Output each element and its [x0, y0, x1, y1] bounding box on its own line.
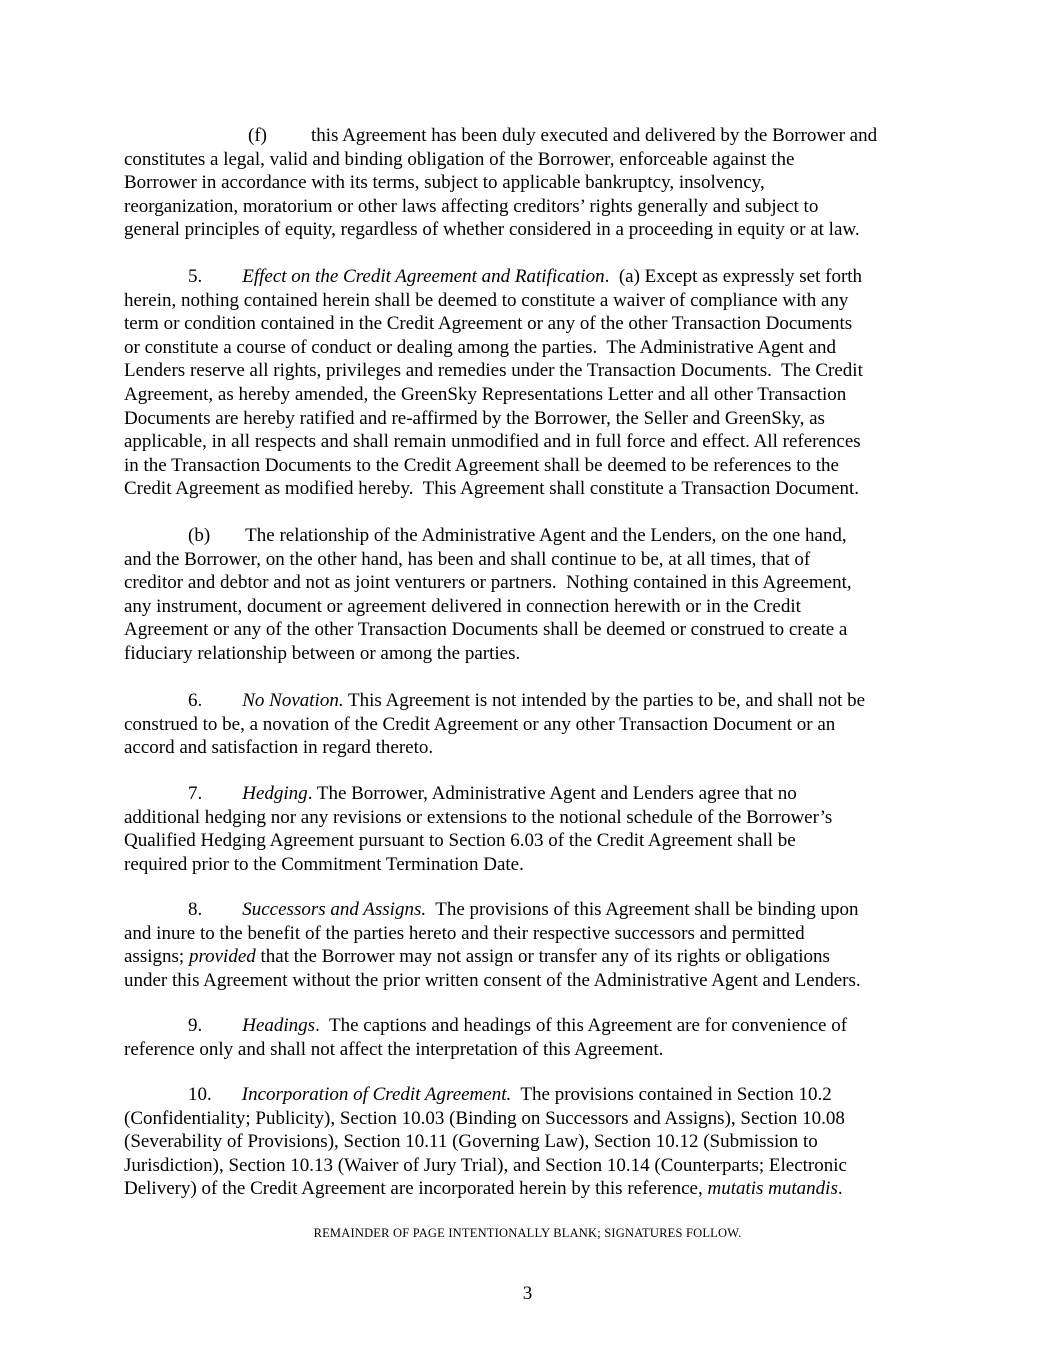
- section-first-line: [124, 782, 832, 806]
- item-marker: (b): [188, 525, 211, 546]
- text-line: (Severability of Provisions), Section 10.11 (Governing Law), Section 10.12 (Submission to: [124, 1131, 818, 1153]
- text-line: constitutes a legal, valid and binding obligation of the Borrower, enforceable against the: [124, 148, 795, 170]
- text-line: general principles of equity, regardless of whether considered in a proceeding in equity or at law.: [124, 219, 860, 241]
- text-line: Agreement, as hereby amended, the GreenSky Representations Letter and all other Transaction: [124, 383, 847, 405]
- text: Delivery) of the Credit Agreement are incorporated herein by this reference,: [124, 1178, 708, 1200]
- page-number: 3: [522, 1283, 533, 1304]
- text: this Agreement has been duly executed and delivered by the Borrower and: [310, 125, 878, 146]
- text-line: additional hedging nor any revisions or extensions to the notional schedule of the Borrower’s: [124, 806, 833, 828]
- text-line: or constitute a course of conduct or dealing among the parties. The Administrative Agent and: [124, 336, 836, 358]
- section-heading: Successors and Assigns.: [242, 899, 427, 920]
- text-line: fiduciary relationship between or among the parties.: [124, 642, 521, 664]
- section-heading: Headings: [242, 1015, 316, 1036]
- italic-term: mutatis mutandis: [707, 1178, 838, 1200]
- section-9: [124, 1014, 847, 1061]
- section-first-line: [124, 689, 865, 713]
- text-line: applicable, in all respects and shall remain unmodified and in full force and effect. All references: [124, 431, 861, 453]
- text-line: construed to be, a novation of the Credit Agreement or any other Transaction Document or an: [124, 713, 836, 735]
- text-line: required prior to the Commitment Termination Date.: [124, 853, 524, 875]
- section-first-line: [124, 898, 861, 922]
- text-line: in the Transaction Documents to the Credit Agreement shall be deemed to be references to the: [124, 454, 839, 476]
- section-first-line: [124, 265, 863, 289]
- section-heading: Hedging: [242, 783, 308, 804]
- text: .: [837, 1178, 843, 1200]
- text-line: [124, 945, 861, 969]
- paragraph-first-line: [124, 124, 877, 148]
- text-line: Lenders reserve all rights, privileges and remedies under the Transaction Documents. The Credit: [124, 360, 863, 382]
- text-line: any instrument, document or agreement delivered in connection herewith or in the Credit: [124, 595, 801, 617]
- text-line: Agreement or any of the other Transaction Documents shall be deemed or construed to create a: [124, 619, 848, 641]
- section-heading: Effect on the Credit Agreement and Ratification: [242, 266, 605, 287]
- text-line: and the Borrower, on the other hand, has been and shall continue to be, at all times, that of: [124, 548, 811, 570]
- text: The relationship of the Administrative Agent and the Lenders, on the one hand,: [245, 525, 847, 546]
- section-number: 8.: [188, 899, 203, 920]
- text-line: Documents are hereby ratified and re-affirmed by the Borrower, the Seller and GreenSky, as: [124, 407, 825, 429]
- item-marker: (f): [248, 125, 267, 146]
- paragraph-f: [124, 124, 877, 242]
- section-5b: [124, 524, 852, 666]
- section-first-line: [124, 1014, 847, 1038]
- section-heading: Incorporation of Credit Agreement.: [241, 1084, 512, 1105]
- text: . The Borrower, Administrative Agent and Lenders agree that no: [307, 783, 797, 804]
- section-number: 10.: [188, 1084, 212, 1105]
- section-number: 5.: [188, 266, 203, 287]
- text-line: Qualified Hedging Agreement pursuant to Section 6.03 of the Credit Agreement shall be: [124, 830, 796, 852]
- remainder-blank-note: REMAINDER OF PAGE INTENTIONALLY BLANK; SIGNATURES FOLLOW.: [313, 1226, 742, 1240]
- section-first-line: [124, 1083, 847, 1107]
- section-5: [124, 265, 863, 501]
- text-line: Jurisdiction), Section 10.13 (Waiver of Jury Trial), and Section 10.14 (Counterparts; Electronic: [124, 1154, 847, 1176]
- section-number: 7.: [188, 783, 203, 804]
- section-6: [124, 689, 865, 760]
- section-heading: No Novation.: [242, 690, 344, 711]
- section-first-line: [124, 524, 852, 548]
- section-8: [124, 898, 861, 992]
- section-10: [124, 1083, 847, 1201]
- section-number: 9.: [188, 1015, 203, 1036]
- text-line: reference only and shall not affect the interpretation of this Agreement.: [124, 1038, 664, 1060]
- text-line: creditor and debtor and not as joint venturers or partners. Nothing contained in this Agreement,: [124, 572, 852, 594]
- text: This Agreement is not intended by the parties to be, and shall not be: [343, 690, 866, 711]
- text: assigns;: [124, 946, 189, 968]
- text: . The captions and headings of this Agreement are for convenience of: [315, 1015, 848, 1036]
- text-line: accord and satisfaction in regard thereto.: [124, 737, 434, 759]
- text-line: and inure to the benefit of the parties hereto and their respective successors and permitted: [124, 922, 805, 944]
- text-line: Credit Agreement as modified hereby. This Agreement shall constitute a Transaction Document.: [124, 478, 860, 500]
- text-line: herein, nothing contained herein shall be deemed to constitute a waiver of compliance with any: [124, 289, 849, 311]
- section-number: 6.: [188, 690, 203, 711]
- text-line: term or condition contained in the Credit Agreement or any of the other Transaction Documents: [124, 313, 853, 335]
- text: . (a) Except as expressly set forth: [604, 266, 863, 287]
- text: The provisions of this Agreement shall be binding upon: [426, 899, 859, 920]
- section-7: [124, 782, 832, 876]
- text-line: under this Agreement without the prior written consent of the Administrative Agent and Lenders.: [124, 969, 861, 991]
- text: that the Borrower may not assign or transfer any of its rights or obligations: [255, 946, 830, 968]
- italic-term: provided: [188, 946, 256, 968]
- text-line: (Confidentiality; Publicity), Section 10.03 (Binding on Successors and Assigns), Section 10.08: [124, 1107, 845, 1129]
- text-line: [124, 1177, 847, 1201]
- text: The provisions contained in Section 10.2: [511, 1084, 832, 1105]
- text-line: Borrower in accordance with its terms, subject to applicable bankruptcy, insolvency,: [124, 172, 765, 194]
- text-line: reorganization, moratorium or other laws affecting creditors’ rights generally and subject to: [124, 195, 819, 217]
